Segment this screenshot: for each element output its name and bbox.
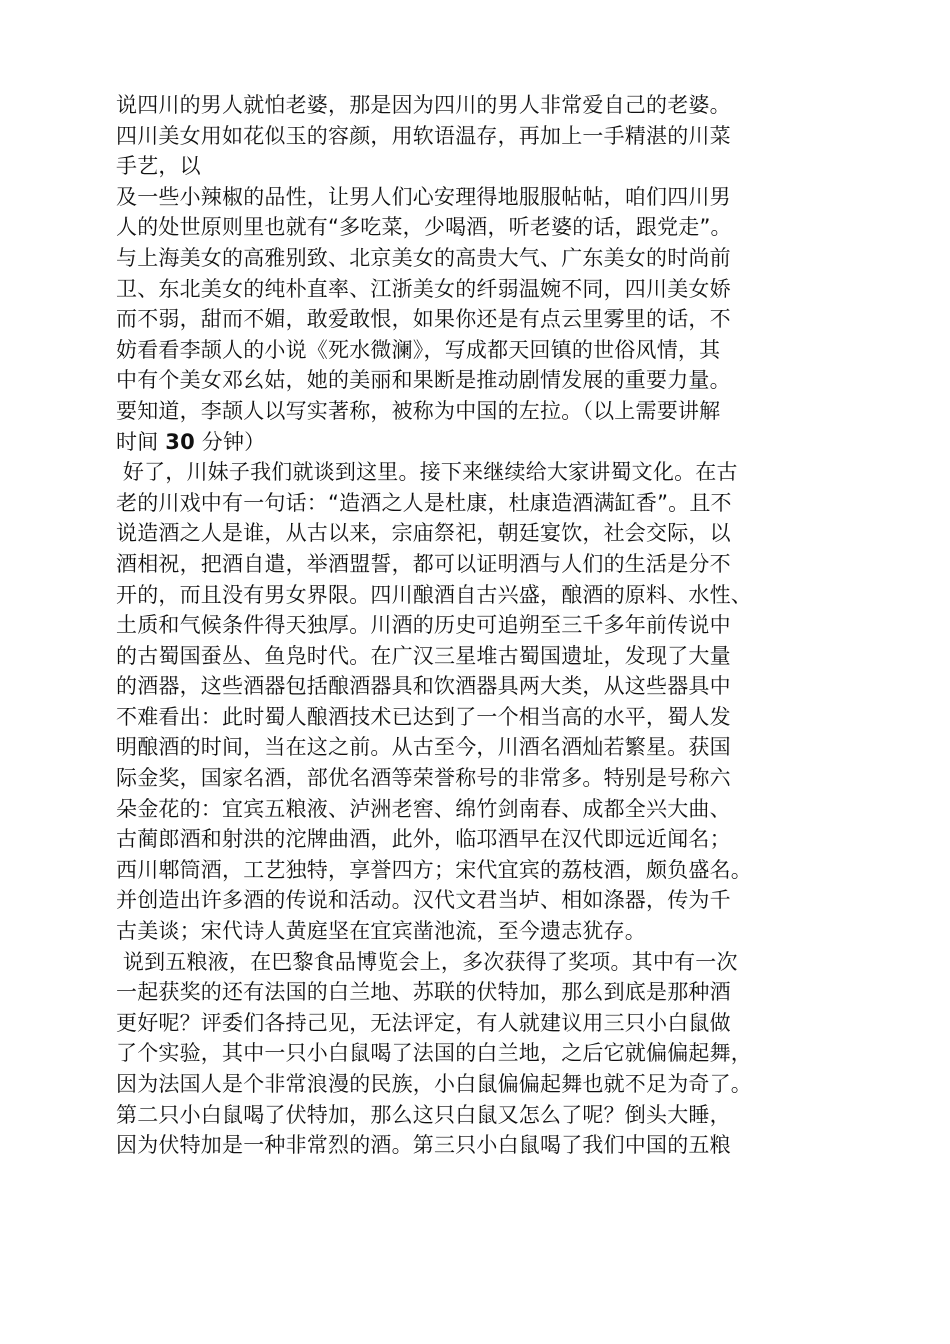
text-line: 的酒器，这些酒器包括酿酒器具和饮酒器具两大类，从这些器具中 bbox=[116, 674, 731, 699]
text-line: 酒相祝，把酒自遣，举酒盟誓，都可以证明酒与人们的生活是分不 bbox=[116, 551, 731, 576]
text-line: 古蔺郎酒和射洪的沱牌曲酒，此外，临邛酒早在汉代即远近闻名； bbox=[116, 827, 731, 852]
text-line: 时间 30 分钟） bbox=[116, 429, 266, 454]
text-line: 说四川的男人就怕老婆，那是因为四川的男人非常爱自己的老婆。 bbox=[116, 93, 731, 117]
text-line: 说造酒之人是谁，从古以来，宗庙祭祀，朝廷宴饮，社会交际，以 bbox=[116, 521, 731, 546]
text-line: 际金奖，国家名酒，部优名酒等荣誉称号的非常多。特别是号称六 bbox=[116, 766, 731, 791]
text-line: 明酿酒的时间，当在这之前。从古至今，川酒名酒灿若繁星。获国 bbox=[116, 735, 731, 760]
text-line: 一起获奖的还有法国的白兰地、苏联的伏特加，那么到底是那种酒 bbox=[116, 980, 731, 1005]
text-line: 人的处世原则里也就有“多吃菜，少喝酒，听老婆的话，跟党走”。 bbox=[116, 215, 732, 240]
text-line: 因为伏特加是一种非常烈的酒。第三只小白鼠喝了我们中国的五粮 bbox=[116, 1133, 731, 1158]
text-line: 与上海美女的高雅别致、北京美女的高贵大气、广东美女的时尚前 bbox=[116, 245, 731, 270]
text-line: 古美谈；宋代诗人黄庭坚在宜宾凿池流，至今遗志犹存。 bbox=[116, 919, 646, 944]
text-line: 因为法国人是个非常浪漫的民族，小白鼠偏偏起舞也就不足为奇了。 bbox=[116, 1072, 752, 1096]
bold-number: 30 bbox=[165, 429, 195, 454]
text-line: 不难看出：此时蜀人酿酒技术已达到了一个相当高的水平，蜀人发 bbox=[116, 704, 731, 729]
text-line: 土质和气候条件得天独厚。川酒的历史可追朔至三千多年前传说中 bbox=[116, 613, 731, 638]
text-line: 了个实验，其中一只小白鼠喝了法国的白兰地，之后它就偏偏起舞， bbox=[116, 1041, 752, 1066]
text-line: 老的川戏中有一句话：“造酒之人是杜康，杜康造酒满缸香”。且不 bbox=[116, 490, 732, 515]
document-body bbox=[116, 90, 832, 1161]
text-line: 第二只小白鼠喝了伏特加，那么这只白鼠又怎么了呢？倒头大睡， bbox=[116, 1102, 731, 1127]
text-line: 说到五粮液，在巴黎食品博览会上，多次获得了奖项。其中有一次 bbox=[116, 949, 738, 974]
text-line: 手艺，以 bbox=[116, 154, 201, 179]
text-line: 开的，而且没有男女界限。四川酿酒自古兴盛，酿酒的原料、水性、 bbox=[116, 582, 752, 607]
text-line: 更好呢？评委们各持己见，无法评定，有人就建议用三只小白鼠做 bbox=[116, 1010, 731, 1035]
text-line: 中有个美女邓幺姑，她的美丽和果断是推动剧情发展的重要力量。 bbox=[116, 368, 731, 393]
text-line: 及一些小辣椒的品性，让男人们心安理得地服服帖帖，咱们四川男 bbox=[116, 184, 731, 209]
text-line: 妨看看李颉人的小说《死水微澜》，写成都天回镇的世俗风情，其 bbox=[116, 337, 721, 362]
text-line: 四川美女用如花似玉的容颜，用软语温存，再加上一手精湛的川菜 bbox=[116, 123, 731, 148]
text-line: 要知道，李颉人以写实著称，被称为中国的左拉。（以上需要讲解 bbox=[116, 398, 721, 423]
text-line: 而不弱，甜而不媚，敢爱敢恨，如果你还是有点云里雾里的话，不 bbox=[116, 307, 731, 332]
text-line: 的古蜀国蚕丛、鱼凫时代。在广汉三星堆古蜀国遗址，发现了大量 bbox=[116, 643, 731, 668]
text-line: 西川郫筒酒，工艺独特，享誉四方；宋代宜宾的荔枝酒，颇负盛名。 bbox=[116, 857, 752, 882]
text-line: 好了，川妹子我们就谈到这里。接下来继续给大家讲蜀文化。在古 bbox=[116, 460, 738, 485]
text-line: 朵金花的：宜宾五粮液、泸洲老窖、绵竹剑南春、成都全兴大曲、 bbox=[116, 796, 731, 821]
text-line: 卫、东北美女的纯朴直率、江浙美女的纤弱温婉不同，四川美女娇 bbox=[116, 276, 731, 301]
text-line: 并创造出许多酒的传说和活动。汉代文君当垆、相如涤器，传为千 bbox=[116, 888, 731, 913]
